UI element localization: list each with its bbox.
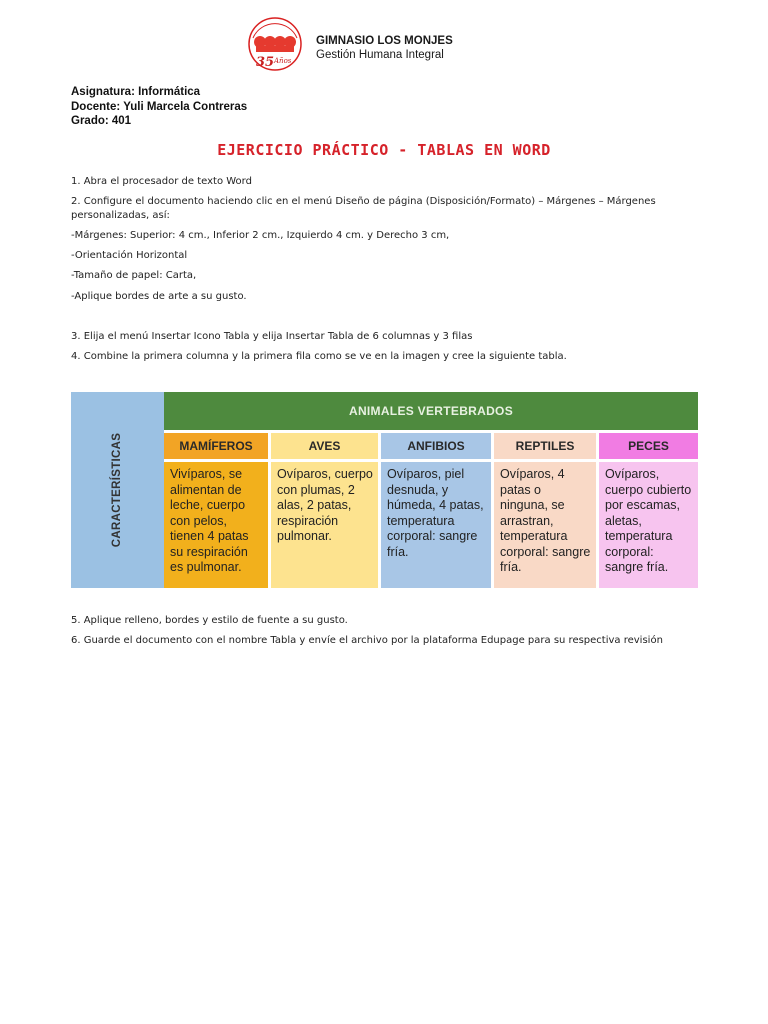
instruction-1: 1. Abra el procesador de texto Word (71, 176, 252, 187)
instruction-2: 2. Configure el documento haciendo clic en el menú Diseño de página (Disposición/Formato) – Márgenes – Márgenes personalizadas, así: (71, 196, 656, 221)
grade-line: Grado: 401 (71, 115, 132, 127)
instruction-3: 3. Elija el menú Insertar Icono Tabla y elija Insertar Tabla de 6 columnas y 3 filas (71, 331, 473, 342)
school-info (316, 34, 453, 62)
teacher-line: Docente: Yuli Marcela Contreras (71, 100, 248, 113)
instruction-4: 4. Combine la primera columna y la primera fila como se ve en la imagen y cree la siguiente tabla. (71, 351, 567, 362)
instruction-2a: -Márgenes: Superior: 4 cm., Inferior 2 cm., Izquierdo 4 cm. y Derecho 3 cm, (71, 230, 450, 241)
instruction-6: 6. Guarde el documento con el nombre Tabla y envíe el archivo por la plataforma Edupage para su respectiva revisión (71, 635, 663, 646)
column-header: PECES (599, 433, 698, 459)
table-column (599, 433, 698, 588)
instruction-2d: -Aplique bordes de arte a su gusto. (71, 291, 247, 302)
table-header: ANIMALES VERTEBRADOS (164, 392, 698, 430)
document-meta (71, 85, 247, 129)
column-header: ANFIBIOS (381, 433, 491, 459)
school-name: GIMNASIO LOS MONJES (316, 35, 453, 47)
school-subtitle: Gestión Humana Integral (316, 49, 444, 61)
column-cell: Ovíparos, piel desnuda, y húmeda, 4 patas, temperatura corporal: sangre fría. (381, 462, 491, 588)
instruction-5: 5. Aplique relleno, bordes y estilo de fuente a su gusto. (71, 615, 348, 626)
column-header: REPTILES (494, 433, 596, 459)
svg-text:35: 35 (256, 55, 275, 70)
svg-text:Años: Años (274, 57, 292, 65)
table-column (271, 433, 378, 588)
page-title: EJERCICIO PRÁCTICO - TABLAS EN WORD (217, 141, 551, 159)
column-cell: Ovíparos, 4 patas o ninguna, se arrastran, temperatura corporal: sangre fría. (494, 462, 596, 588)
column-header: MAMÍFEROS (164, 433, 268, 459)
table-column (381, 433, 491, 588)
column-cell: Vivíparos, se alimentan de leche, cuerpo con pelos, tienen 4 patas su respiración es pulmonar. (164, 462, 268, 588)
table-side-cell (71, 392, 164, 588)
table-column (164, 433, 268, 588)
school-logo (242, 16, 308, 72)
instruction-2c: -Tamaño de papel: Carta, (71, 270, 197, 281)
column-header: AVES (271, 433, 378, 459)
side-label: CARACTERÍSTICAS (111, 432, 123, 548)
subject-line: Asignatura: Informática (71, 86, 201, 98)
vertebrates-table (71, 392, 698, 588)
column-cell: Ovíparos, cuerpo cubierto por escamas, aletas, temperatura corporal: sangre fría. (599, 462, 698, 588)
table-column (494, 433, 596, 588)
instruction-2b: -Orientación Horizontal (71, 250, 188, 261)
column-cell: Ovíparos, cuerpo con plumas, 2 alas, 2 patas, respiración pulmonar. (271, 462, 378, 588)
